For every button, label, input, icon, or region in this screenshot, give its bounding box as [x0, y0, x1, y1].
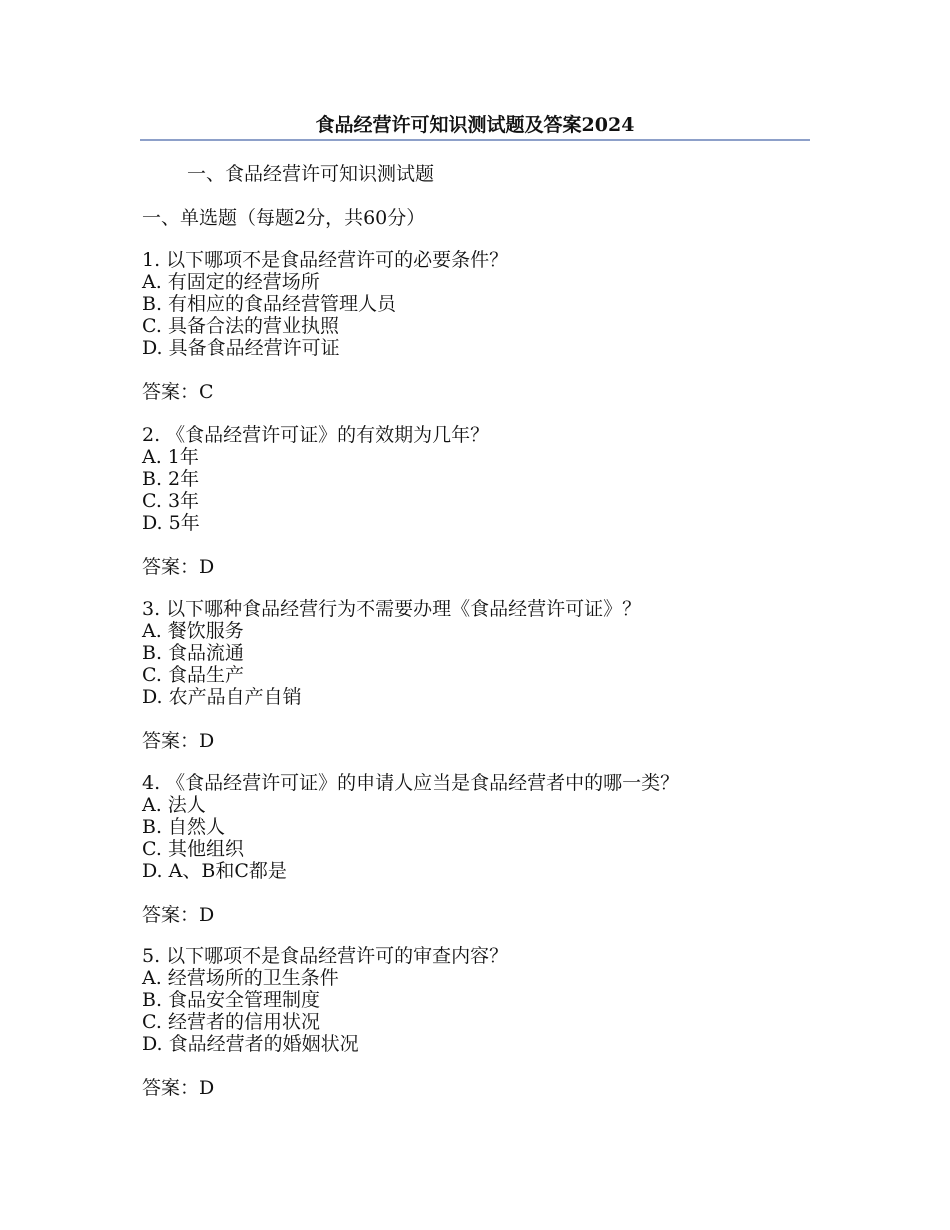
title-underline: [140, 139, 810, 141]
question-stem: 2. 《食品经营许可证》的有效期为几年？: [142, 424, 490, 446]
option-b: B. 有相应的食品经营管理人员: [142, 293, 397, 315]
option-c: C. 具备合法的营业执照: [142, 315, 339, 337]
part-heading: 一、单选题（每题2分，共60分）: [142, 207, 426, 229]
answer: 答案：D: [142, 904, 215, 926]
question-stem: 4. 《食品经营许可证》的申请人应当是食品经营者中的哪一类？: [142, 772, 680, 794]
option-c: C. 3年: [142, 490, 200, 512]
option-a: A. 经营场所的卫生条件: [142, 967, 339, 989]
option-d: D. 农产品自产自销: [142, 686, 302, 708]
option-c: C. 其他组织: [142, 838, 244, 860]
question-1: [142, 249, 508, 403]
option-a: A. 1年: [142, 446, 199, 468]
option-a: A. 餐饮服务: [142, 620, 244, 642]
option-c: C. 经营者的信用状况: [142, 1011, 320, 1033]
option-d: D. 5年: [142, 512, 200, 534]
option-b: B. 自然人: [142, 816, 226, 838]
question-2: [142, 424, 489, 578]
answer: 答案：C: [142, 381, 214, 403]
option-b: B. 食品安全管理制度: [142, 989, 321, 1011]
answer: 答案：D: [142, 556, 215, 578]
question-stem: 3. 以下哪种食品经营行为不需要办理《食品经营许可证》？: [142, 598, 642, 620]
question-stem: 1. 以下哪项不是食品经营许可的必要条件？: [142, 249, 509, 271]
question-4: [142, 772, 679, 926]
option-d: D. 具备食品经营许可证: [142, 337, 340, 359]
document-title: 食品经营许可知识测试题及答案2024: [315, 114, 635, 136]
option-c: C. 食品生产: [142, 664, 244, 686]
option-d: D. 食品经营者的婚姻状况: [142, 1033, 359, 1055]
option-b: B. 2年: [142, 468, 200, 490]
question-stem: 5. 以下哪项不是食品经营许可的审查内容？: [142, 945, 509, 967]
question-5: [142, 945, 508, 1099]
option-a: A. 法人: [142, 794, 206, 816]
answer: 答案：D: [142, 1077, 215, 1099]
section-heading: 一、食品经营许可知识测试题: [187, 163, 435, 185]
option-a: A. 有固定的经营场所: [142, 271, 320, 293]
option-d: D. A、B和C都是: [142, 860, 287, 882]
answer: 答案：D: [142, 730, 215, 752]
question-3: [142, 598, 641, 752]
option-b: B. 食品流通: [142, 642, 245, 664]
